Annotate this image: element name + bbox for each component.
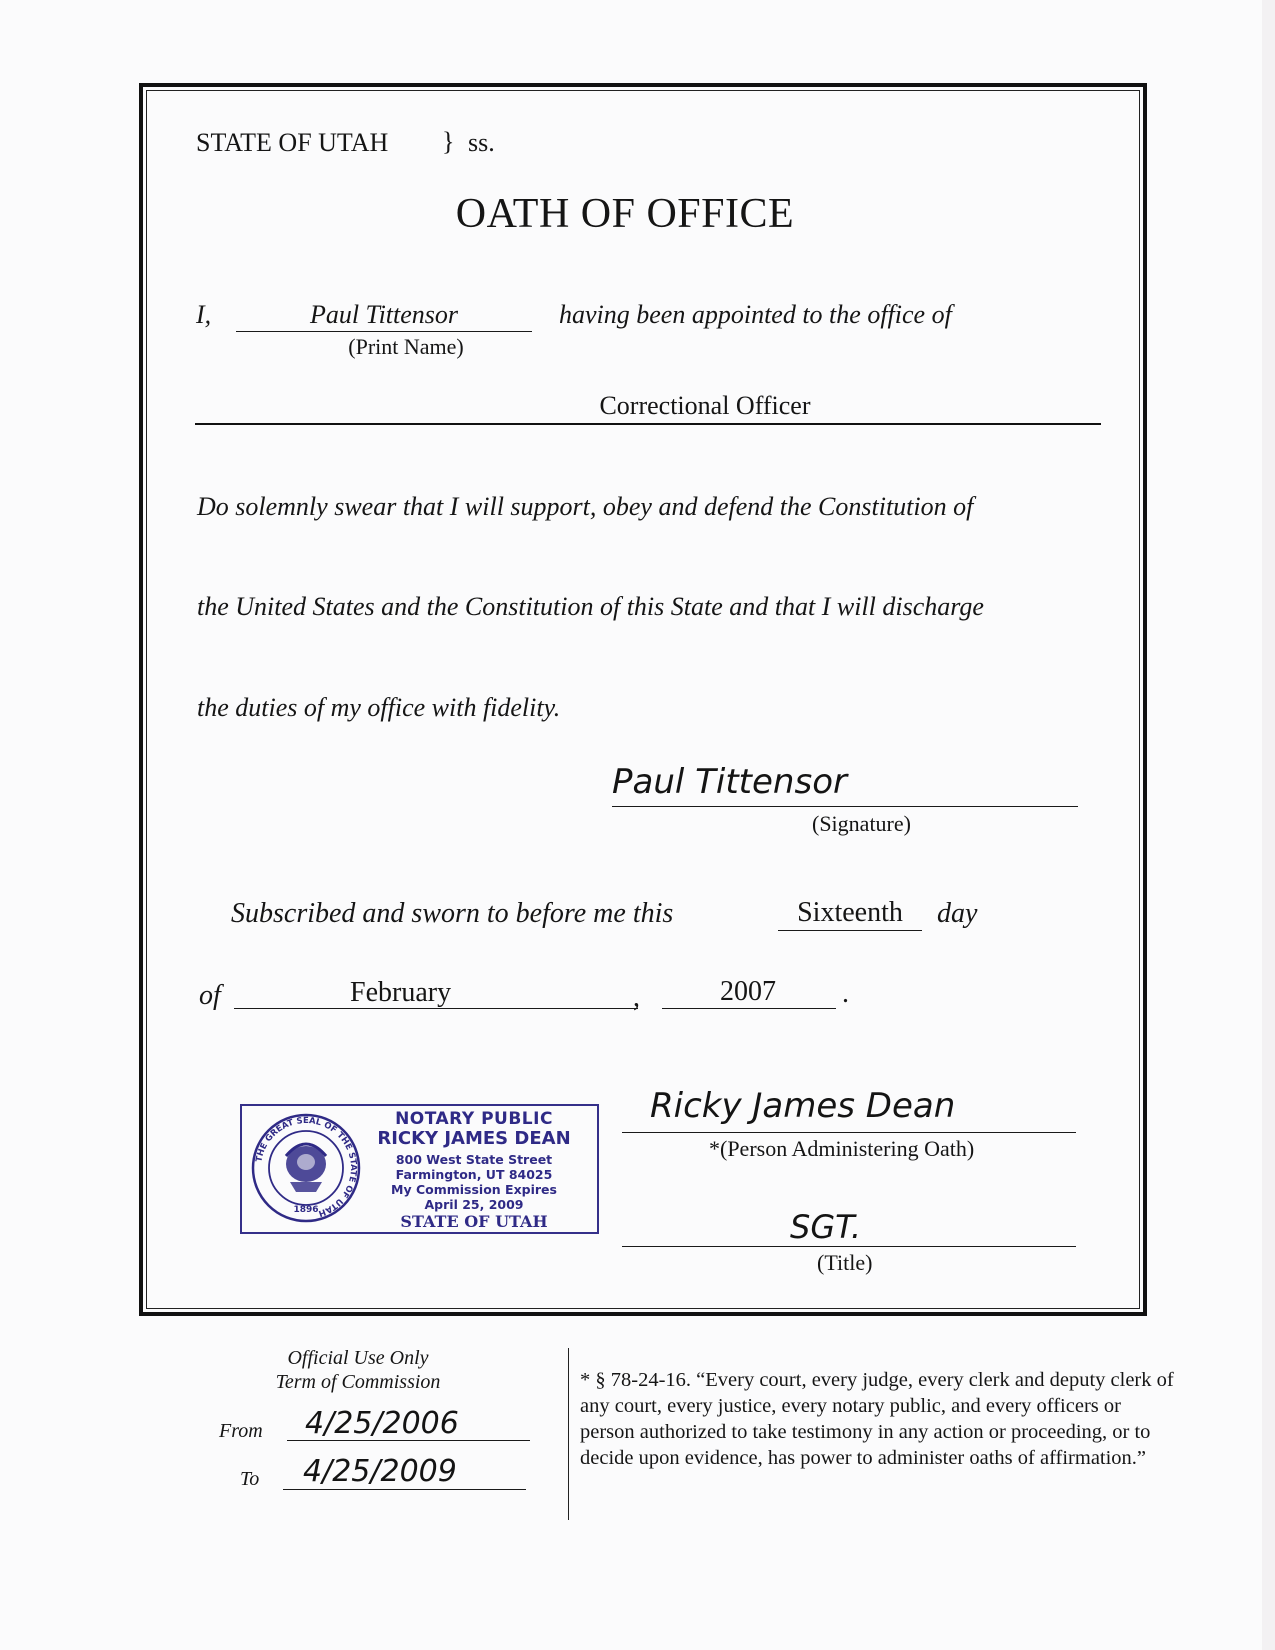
handwritten-signature: Paul Tittensor: [612, 762, 847, 802]
of-label: of: [199, 980, 221, 1011]
state-label: STATE OF UTAH: [196, 128, 389, 157]
from-date-line: [287, 1414, 530, 1441]
subscribed-text: Subscribed and sworn to before me this: [231, 898, 674, 929]
print-name-caption: (Print Name): [348, 334, 464, 359]
stamp-expires-label: My Commission Expires: [391, 1182, 557, 1197]
office-line: [195, 396, 1101, 425]
administrator-signature: Ricky James Dean: [650, 1086, 956, 1126]
day-line: [778, 900, 922, 931]
signature-caption: (Signature): [812, 811, 911, 836]
brace: }: [442, 127, 455, 156]
administrator-line: [622, 1100, 1076, 1133]
seal-year: 1896: [293, 1205, 319, 1215]
comma: ,: [633, 982, 640, 1013]
to-label: To: [240, 1468, 260, 1490]
month-line: [234, 978, 638, 1009]
day-value: Sixteenth: [797, 897, 903, 928]
from-label: From: [219, 1420, 263, 1442]
footer-divider: [568, 1348, 569, 1520]
stamp-notary-name: RICKY JAMES DEAN: [377, 1128, 571, 1149]
seal-ring-text: THE GREAT SEAL OF THE STATE OF UTAH: [254, 1115, 359, 1219]
stamp-address-2: Farmington, UT 84025: [395, 1167, 553, 1182]
stamp-text-block: [354, 1110, 594, 1231]
day-label: day: [937, 898, 978, 929]
office-value: Correctional Officer: [599, 391, 811, 420]
signature-line: [612, 772, 1078, 807]
print-name-line: [236, 303, 532, 332]
administrator-title-value: SGT.: [790, 1208, 862, 1246]
to-date-value: 4/25/2009: [303, 1454, 457, 1489]
title-line: [622, 1216, 1076, 1247]
notary-stamp: [240, 1104, 599, 1234]
term-of-commission-heading: Term of Commission: [275, 1371, 441, 1393]
stamp-expires-date: April 25, 2009: [424, 1197, 524, 1212]
stamp-address-1: 800 West State Street: [395, 1152, 553, 1167]
year-line: [662, 978, 836, 1009]
year-value: 2007: [720, 976, 776, 1007]
oath-line-3: the duties of my office with fidelity.: [197, 693, 561, 722]
from-date-value: 4/25/2006: [305, 1406, 459, 1441]
appointed-text: having been appointed to the office of: [559, 300, 952, 329]
stamp-notary-public: NOTARY PUBLIC: [395, 1109, 553, 1129]
month-value: February: [350, 977, 452, 1008]
to-date-line: [283, 1463, 526, 1490]
state-seal-icon: [250, 1112, 362, 1224]
statute-footnote: * § 78-24-16. “Every court, every judge, every clerk and deputy clerk of any court, every justice, every notary public, and every officers or person authorized to take testimony in any action or proceeding, or to decide upon evidence, has power to administer oaths of affirmation.”: [580, 1369, 1174, 1469]
official-use-heading: Official Use Only: [287, 1347, 429, 1369]
period: .: [842, 978, 849, 1009]
i-label: I,: [196, 300, 212, 329]
print-name-value: Paul Tittensor: [309, 300, 459, 329]
administrator-caption: *(Person Administering Oath): [709, 1136, 975, 1161]
page-title: OATH OF OFFICE: [455, 191, 795, 237]
oath-line-1: Do solemnly swear that I will support, obey and defend the Constitution of: [197, 492, 974, 521]
oath-line-2: the United States and the Constitution of this State and that I will discharge: [197, 592, 984, 621]
title-caption: (Title): [817, 1250, 873, 1275]
stamp-state: STATE OF UTAH: [400, 1212, 548, 1231]
ss-label: ss.: [468, 128, 495, 157]
